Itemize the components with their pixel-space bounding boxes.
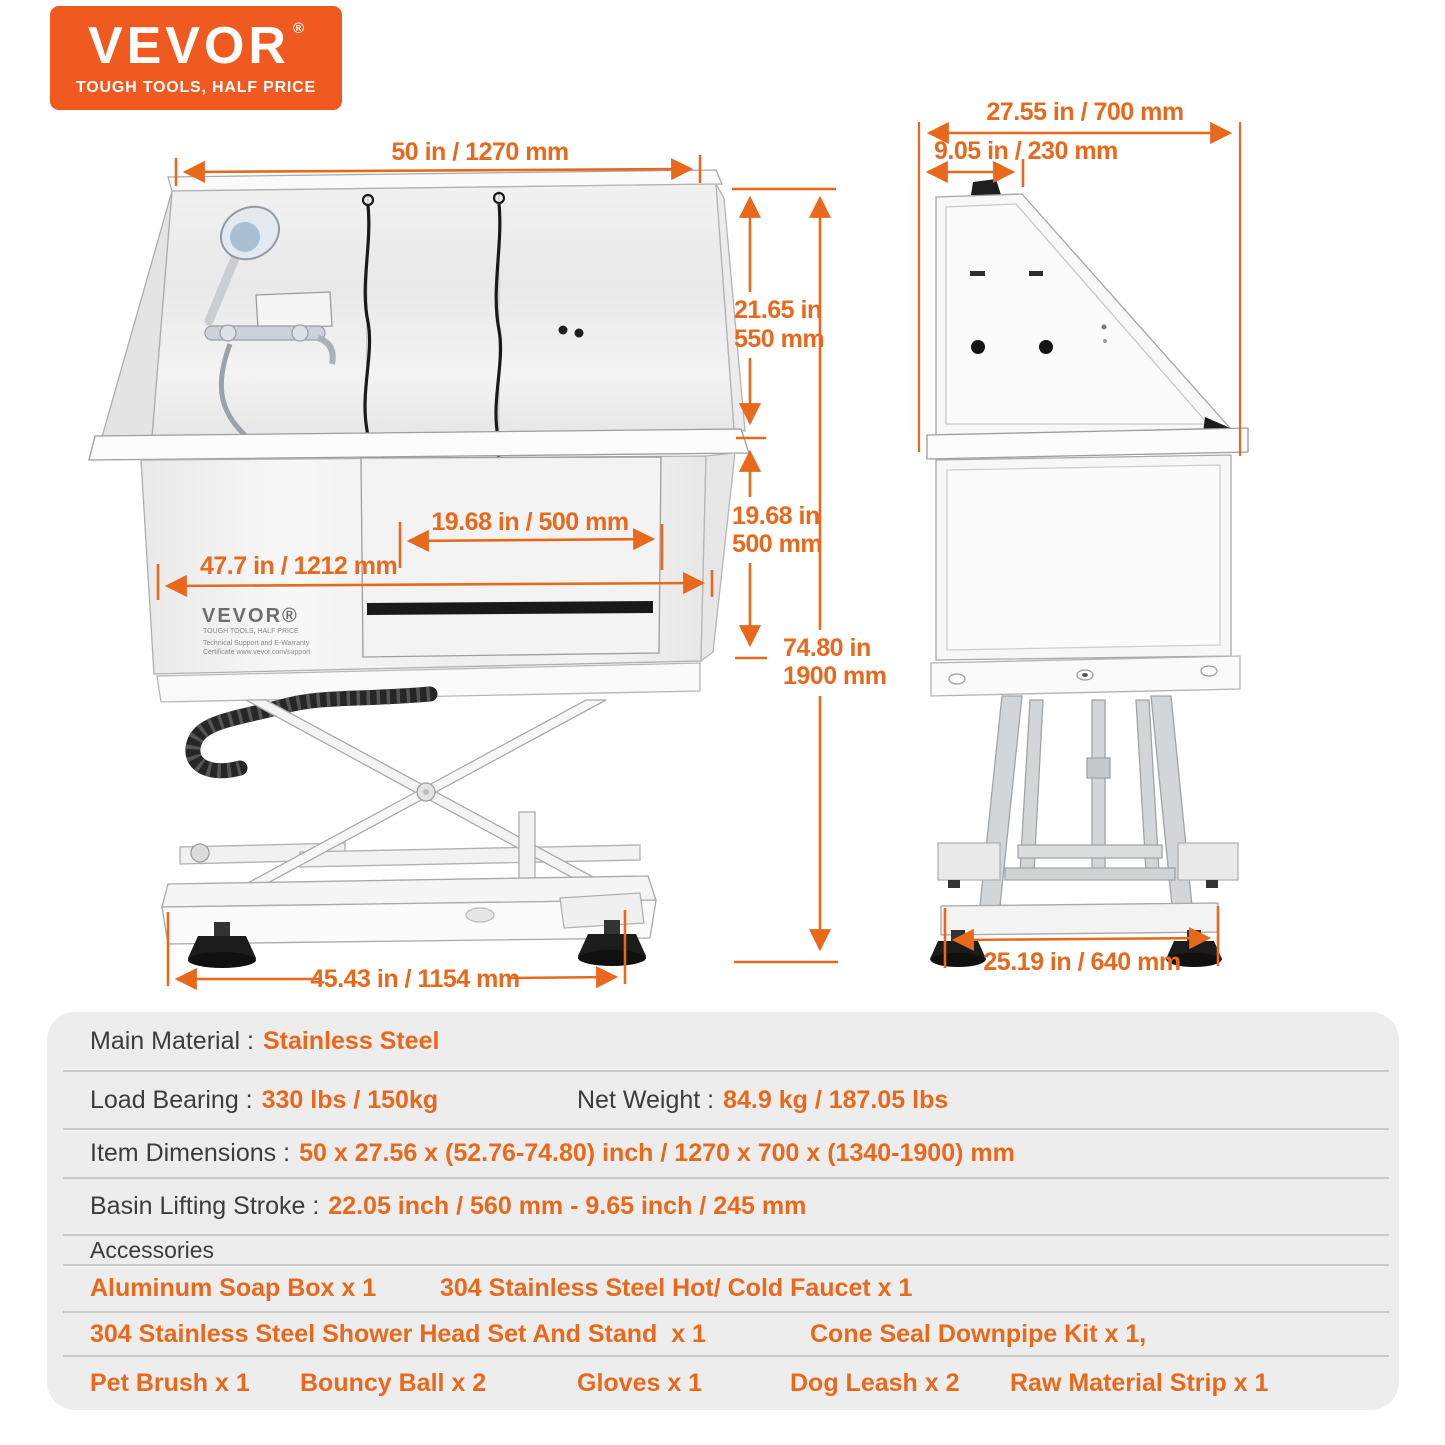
spec-row-weights [63, 1072, 1389, 1130]
side-view-drawing [927, 179, 1248, 967]
base-frame [162, 876, 656, 944]
dim-cabinet-height-mm: 500 mm [732, 530, 823, 558]
spec-row-accessories-2 [63, 1313, 1389, 1357]
side-cabinet-inner-frame [947, 465, 1220, 650]
accessory-item: Bouncy Ball x 2 [300, 1369, 487, 1397]
cabinet-right-side [701, 453, 735, 661]
dim-wall-height-mm: 550 mm [734, 325, 825, 353]
accessory-item: Raw Material Strip x 1 [1010, 1369, 1269, 1397]
load-bearing-label: Load Bearing : [90, 1085, 253, 1114]
spec-row-accessories-1 [63, 1266, 1389, 1313]
spec-row-basin-stroke [63, 1179, 1389, 1236]
soap-box-icon [256, 292, 332, 329]
dim-front-width: 47.7 in / 1212 mm [200, 552, 398, 580]
side-top-tab [971, 179, 1001, 195]
dim-door-width: 19.68 in / 500 mm [431, 508, 629, 536]
dim-total-height-mm: 1900 mm [783, 662, 887, 690]
net-weight-label: Net Weight : [577, 1085, 715, 1114]
platform-hole [1201, 666, 1217, 676]
wall-hole [575, 329, 584, 338]
cabinet-brand-plate [202, 605, 310, 656]
accessory-item: Cone Seal Downpipe Kit x 1, [810, 1319, 1147, 1348]
vevor-logo-tagline: TOUGH TOOLS, HALF PRICE [75, 78, 317, 96]
dim-cabinet-height-in: 19.68 in [732, 502, 820, 530]
mount-hole [1039, 340, 1053, 354]
wall-hole [559, 326, 568, 335]
dim-base-depth: 25.19 in / 640 mm [983, 948, 1181, 976]
side-wall-inner-frame [946, 204, 1208, 424]
plate-brand: VEVOR® [202, 605, 299, 627]
accessory-item: Pet Brush x 1 [90, 1369, 250, 1397]
basin-stroke-value: 22.05 inch / 560 mm - 9.65 inch / 245 mm [328, 1192, 807, 1220]
dim-base-width: 45.43 in / 1154 mm [310, 965, 520, 993]
item-dimensions-label: Item Dimensions : [90, 1139, 291, 1167]
accessory-item: Gloves x 1 [577, 1369, 703, 1397]
front-view-drawing [89, 170, 749, 968]
registered-mark-icon: ® [293, 19, 305, 37]
mount-hole [971, 340, 985, 354]
net-weight-value: 84.9 kg / 187.05 lbs [723, 1085, 949, 1114]
dim-top-width: 50 in / 1270 mm [391, 138, 569, 166]
main-material-value: Stainless Steel [262, 1026, 440, 1055]
scissor-lift [180, 700, 640, 904]
spec-panel [47, 1012, 1399, 1410]
platform-hole [949, 674, 965, 684]
spec-row-accessories-heading [63, 1236, 1389, 1266]
leveling-foot-icon [930, 930, 986, 967]
dim-overall-depth: 27.55 in / 700 mm [986, 98, 1184, 126]
accessory-item: Dog Leash x 2 [790, 1369, 960, 1397]
plate-tagline: TOUGH TOOLS, HALF PRICE [203, 628, 299, 635]
accessory-item: 304 Stainless Steel Hot/ Cold Faucet x 1 [440, 1274, 913, 1302]
plate-line4: Certificate www.vevor.com/support [203, 649, 311, 656]
accessories-label: Accessories [90, 1236, 214, 1263]
side-base-frame [941, 903, 1218, 935]
side-lift-legs [938, 696, 1238, 906]
basin-stroke-label: Basin Lifting Stroke : [90, 1192, 320, 1220]
load-bearing-value: 330 lbs / 150kg [261, 1085, 439, 1114]
dim-top-depth: 9.05 in / 230 mm [934, 137, 1118, 165]
main-material-label: Main Material : [90, 1026, 254, 1055]
dim-total-height-in: 74.80 in [783, 634, 871, 662]
small-hole [1102, 325, 1107, 330]
spec-row-main-material [63, 1012, 1389, 1072]
small-hole [1103, 339, 1107, 343]
spec-row-accessories-3 [63, 1357, 1389, 1410]
accessory-item: Aluminum Soap Box x 1 [90, 1274, 377, 1302]
cabinet-door [361, 457, 661, 657]
vevor-logo-brand: VEVOR [87, 16, 290, 75]
accessory-item: 304 Stainless Steel Shower Head Set And Stand x 1 [90, 1319, 706, 1348]
mount-slot [1029, 271, 1043, 276]
door-vent-slot [367, 601, 653, 615]
item-dimensions-value: 50 x 27.56 x (52.76-74.80) inch / 1270 x 700 x (1340-1900) mm [299, 1139, 1015, 1167]
spec-row-item-dimensions [63, 1130, 1389, 1179]
plate-line3: Technical Support and E-Warranty [203, 640, 310, 647]
dim-wall-height-in: 21.65 in [734, 296, 822, 324]
mount-slot [970, 271, 985, 276]
